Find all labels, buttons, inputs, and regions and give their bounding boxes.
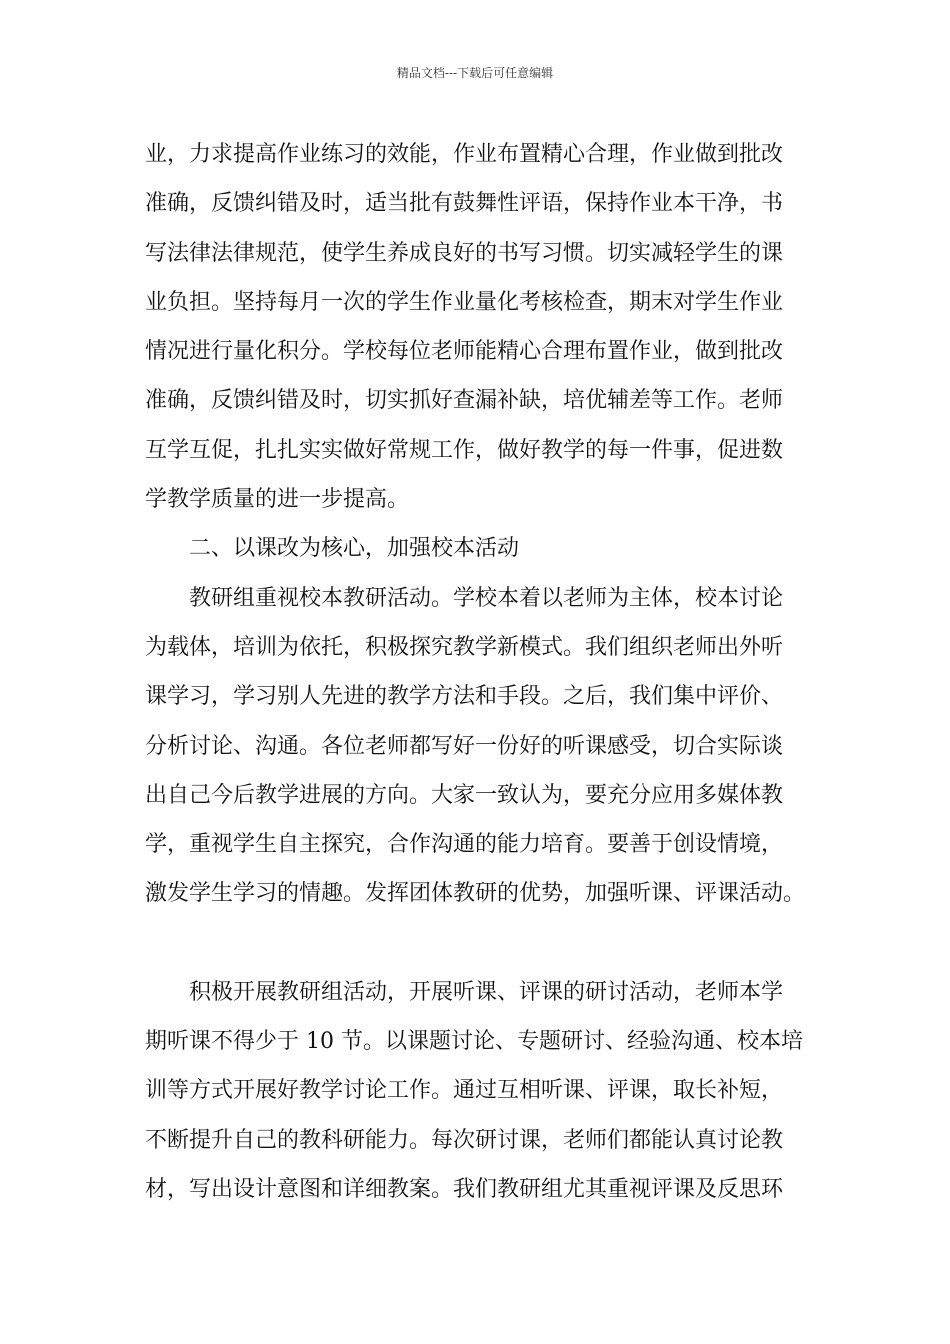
text-line: 积极开展教研组活动，开展听课、评课的研讨活动，老师本学 xyxy=(189,979,784,1005)
text-line: 写法律法律规范，使学生养成良好的书写习惯。切实减轻学生的课 xyxy=(145,240,784,266)
text-line: 出自己今后教学进展的方向。大家一致认为，要充分应用多媒体教 xyxy=(145,782,784,808)
paragraph-group-activities xyxy=(145,968,825,1214)
section-heading: 二、以课改为核心，加强校本活动 xyxy=(189,536,520,562)
text-line: 学教学质量的进一步提高。 xyxy=(145,487,410,513)
text-line: 课学习，学习别人先进的教学方法和手段。之后，我们集中评价、 xyxy=(145,684,784,710)
text-line: 分析讨论、沟通。各位老师都写好一份好的听课感受，切合实际谈 xyxy=(145,733,784,759)
paragraph-homework xyxy=(145,130,825,524)
text-line: 准确，反馈纠错及时，适当批有鼓舞性评语，保持作业本干净，书 xyxy=(145,191,784,217)
text-line: 准确，反馈纠错及时，切实抓好查漏补缺，培优辅差等工作。老师 xyxy=(145,388,784,414)
text-line: 教研组重视校本教研活动。学校本着以老师为主体，校本讨论 xyxy=(189,585,784,611)
text-line: 互学互促，扎扎实实做好常规工作，做好教学的每一件事，促进数 xyxy=(145,437,784,463)
text-line: 为载体，培训为依托，积极探究教学新模式。我们组织老师出外听 xyxy=(145,634,784,660)
text-line: 情况进行量化积分。学校每位老师能精心合理布置作业，做到批改 xyxy=(145,339,784,365)
page-header: 精品文档---下载后可任意编辑 xyxy=(396,66,554,80)
text-line: 业，力求提高作业练习的效能，作业布置精心合理，作业做到批改 xyxy=(145,142,784,167)
text-line: 材，写出设计意图和详细教案。我们教研组尤其重视评课及反思环 xyxy=(145,1176,784,1202)
text-line: 不断提升自己的教科研能力。每次研讨课，老师们都能认真讨论教 xyxy=(145,1127,784,1153)
text-line: 业负担。坚持每月一次的学生作业量化考核检查，期末对学生作业 xyxy=(145,289,784,315)
document-body xyxy=(145,130,825,1214)
paragraph-gap xyxy=(145,919,825,968)
text-line: 训等方式开展好教学讨论工作。通过互相听课、评课，取长补短， xyxy=(145,1078,784,1104)
text-line: 激发学生学习的情趣。发挥团体教研的优势，加强听课、评课活动。 xyxy=(145,881,806,907)
text-line: 学，重视学生自主探究，合作沟通的能力培育。要善于创设情境， xyxy=(145,832,784,858)
text-line: 期听课不得少于 10 节。以课题讨论、专题研讨、经验沟通、校本培 xyxy=(145,1029,803,1055)
paragraph-school-research xyxy=(145,574,825,919)
